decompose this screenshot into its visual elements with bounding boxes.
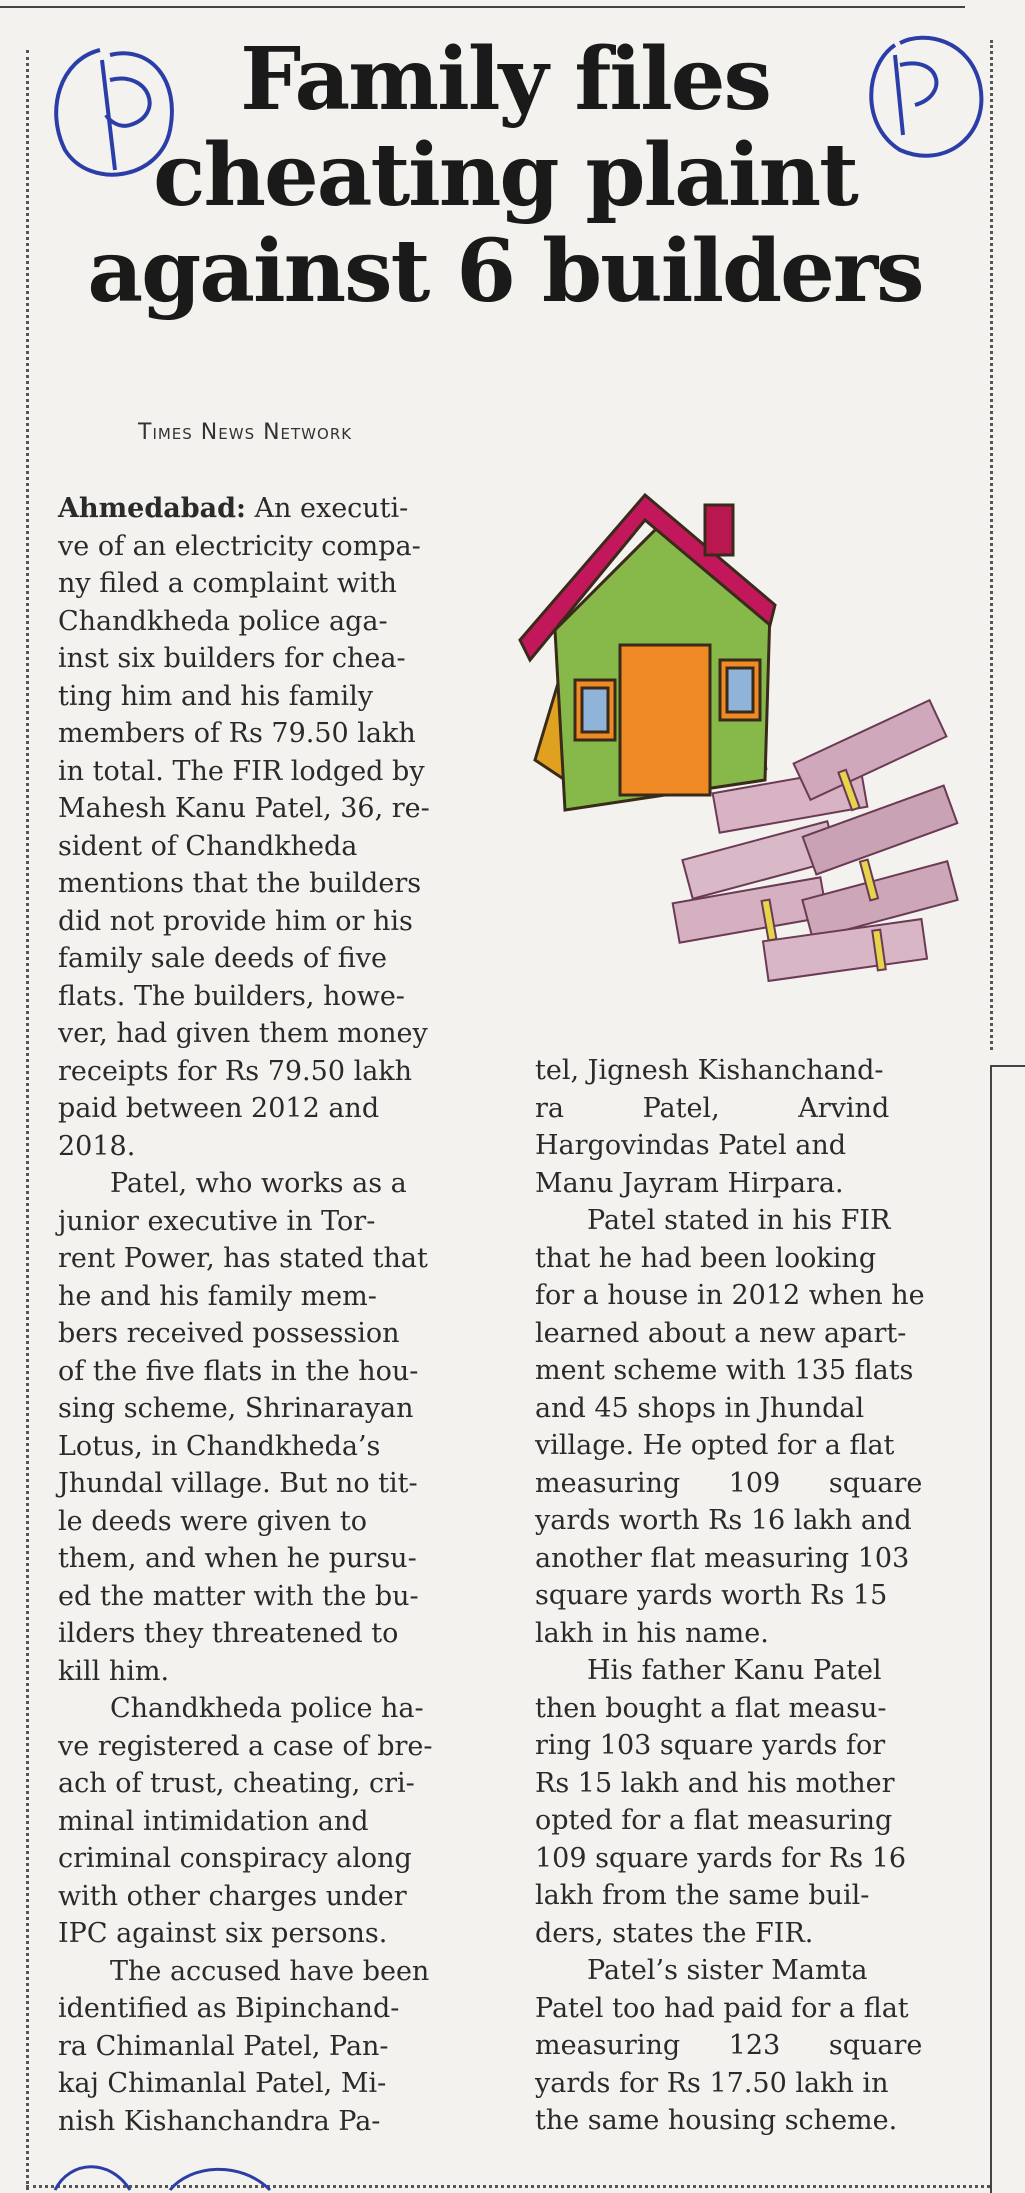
text-line: bers received possession: [58, 1318, 400, 1349]
text-line: Lotus, in Chandkheda’s: [58, 1430, 381, 1462]
text-line: family sale deeds of five: [58, 943, 387, 974]
byline: Times News Network: [138, 420, 353, 445]
paragraph-8: [535, 1952, 965, 2140]
text-line: yards worth Rs 16 lakh and: [535, 1505, 912, 1536]
text-line: ra Chimanlal Patel, Pan-: [58, 2030, 389, 2062]
text-line: measuring 109 square: [535, 1467, 923, 1499]
text-line: rent Power, has stated that: [58, 1243, 428, 1274]
left-column-rule: [26, 50, 29, 2190]
text-line: sing scheme, Shrinarayan: [58, 1393, 414, 1424]
paragraph-6: [535, 1202, 965, 1652]
text-line: His father Kanu Patel: [587, 1655, 882, 1686]
right-column-rule: [990, 40, 993, 1050]
paragraph-3: [58, 1690, 488, 1953]
text-line: learned about a new apart-: [535, 1317, 907, 1349]
text-line: ilders they threatened to: [58, 1618, 399, 1649]
right-box-rule: [990, 1065, 992, 2193]
text-line: another flat measuring 103: [535, 1542, 910, 1574]
text-line: kill him.: [58, 1655, 170, 1687]
house-money-illustration: [515, 480, 965, 995]
text-line: did not provide him or his: [58, 905, 413, 937]
text-line: ach of trust, cheating, cri-: [58, 1768, 415, 1799]
text-line: Jhundal village. But no tit-: [58, 1468, 418, 1499]
text-line: that he had been looking: [535, 1242, 877, 1274]
headline-line-1: Family files: [240, 29, 770, 130]
text-line: village. He opted for a flat: [535, 1430, 895, 1461]
text-line: tel, Jignesh Kishanchand-: [535, 1055, 884, 1086]
text-line: IPC against six persons.: [58, 1918, 388, 1949]
text-line: with other charges under: [58, 1880, 407, 1912]
text-line: ny filed a complaint with: [58, 568, 397, 599]
text-line: for a house in 2012 when he: [535, 1280, 925, 1311]
text-line: them, and when he pursu-: [58, 1543, 417, 1574]
article-column-1: [58, 490, 488, 2140]
text-line: Mahesh Kanu Patel, 36, re-: [58, 793, 430, 824]
headline: [40, 29, 970, 322]
paragraph-4: [58, 1953, 488, 2141]
dateline: Ahmedabad:: [58, 493, 246, 524]
house-icon: [520, 495, 775, 810]
paragraph-5: [535, 1052, 965, 1202]
text-line: Manu Jayram Hirpara.: [535, 1167, 844, 1199]
text-line: opted for a flat measuring: [535, 1805, 893, 1836]
text-line: and 45 shops in Jhundal: [535, 1392, 865, 1424]
text-line: mentions that the builders: [58, 868, 422, 899]
text-line: lakh from the same buil-: [535, 1880, 870, 1911]
text-line: ment scheme with 135 flats: [535, 1355, 914, 1386]
text-line: junior executive in Tor-: [58, 1205, 376, 1237]
text-line: receipts for Rs 79.50 lakh: [58, 1055, 413, 1087]
text-line: flats. The builders, howe-: [58, 980, 405, 1012]
pen-mark-bottom-icon: [50, 2150, 300, 2193]
text-line: in total. The FIR lodged by: [58, 755, 425, 787]
article-column-2: [535, 1052, 965, 2140]
text-line: minal intimidation and: [58, 1805, 369, 1837]
paragraph-2: [58, 1165, 488, 1690]
text-line: ring 103 square yards for: [535, 1730, 886, 1761]
text-line: An executi-: [254, 493, 409, 524]
text-line: The accused have been: [110, 1955, 430, 1987]
text-line: criminal conspiracy along: [58, 1843, 412, 1874]
text-line: Chandkheda police ha-: [110, 1693, 424, 1724]
right-box-top-rule: [990, 1065, 1025, 1067]
text-line: square yards worth Rs 15: [535, 1580, 888, 1611]
text-line: yards for Rs 17.50 lakh in: [535, 2067, 889, 2099]
text-line: Patel stated in his FIR: [587, 1205, 891, 1236]
text-line: Patel too had paid for a flat: [535, 1992, 909, 2024]
text-line: ed the matter with the bu-: [58, 1580, 419, 1612]
text-line: then bought a flat measu-: [535, 1692, 887, 1724]
text-line: measuring 123 square: [535, 2030, 923, 2061]
text-line: kaj Chimanlal Patel, Mi-: [58, 2068, 387, 2099]
text-line: le deeds were given to: [58, 1505, 367, 1537]
text-line: of the five flats in the hou-: [58, 1355, 419, 1387]
text-line: Rs 15 lakh and his mother: [535, 1767, 895, 1799]
text-line: nish Kishanchandra Pa-: [58, 2105, 381, 2137]
headline-line-3: against 6 builders: [87, 221, 923, 322]
paragraph-7: [535, 1652, 965, 1952]
text-line: the same housing scheme.: [535, 2105, 898, 2136]
text-line: ra Patel, Arvind: [535, 1092, 890, 1124]
text-line: members of Rs 79.50 lakh: [58, 718, 416, 749]
text-line: Patel, who works as a: [110, 1168, 407, 1199]
text-line: 109 square yards for Rs 16: [535, 1842, 907, 1874]
text-line: sident of Chandkheda: [58, 830, 358, 862]
text-line: he and his family mem-: [58, 1280, 377, 1312]
text-line: inst six builders for chea-: [58, 643, 406, 674]
text-line: Chandkheda police aga-: [58, 605, 388, 637]
text-line: Hargovindas Patel and: [535, 1130, 847, 1161]
text-line: ders, states the FIR.: [535, 1917, 814, 1949]
headline-line-2: cheating plaint: [153, 125, 857, 226]
text-line: ting him and his family: [58, 680, 373, 712]
text-line: ve registered a case of bre-: [58, 1730, 433, 1762]
text-line: Patel’s sister Mamta: [587, 1955, 868, 1986]
text-line: 2018.: [58, 1130, 136, 1162]
text-line: ve of an electricity compa-: [58, 530, 421, 562]
paragraph-1: [58, 490, 488, 1165]
text-line: lakh in his name.: [535, 1617, 769, 1649]
top-rule: [0, 6, 965, 8]
text-line: identified as Bipinchand-: [58, 1993, 400, 2024]
text-line: paid between 2012 and: [58, 1093, 380, 1124]
text-line: ver, had given them money: [58, 1018, 428, 1049]
